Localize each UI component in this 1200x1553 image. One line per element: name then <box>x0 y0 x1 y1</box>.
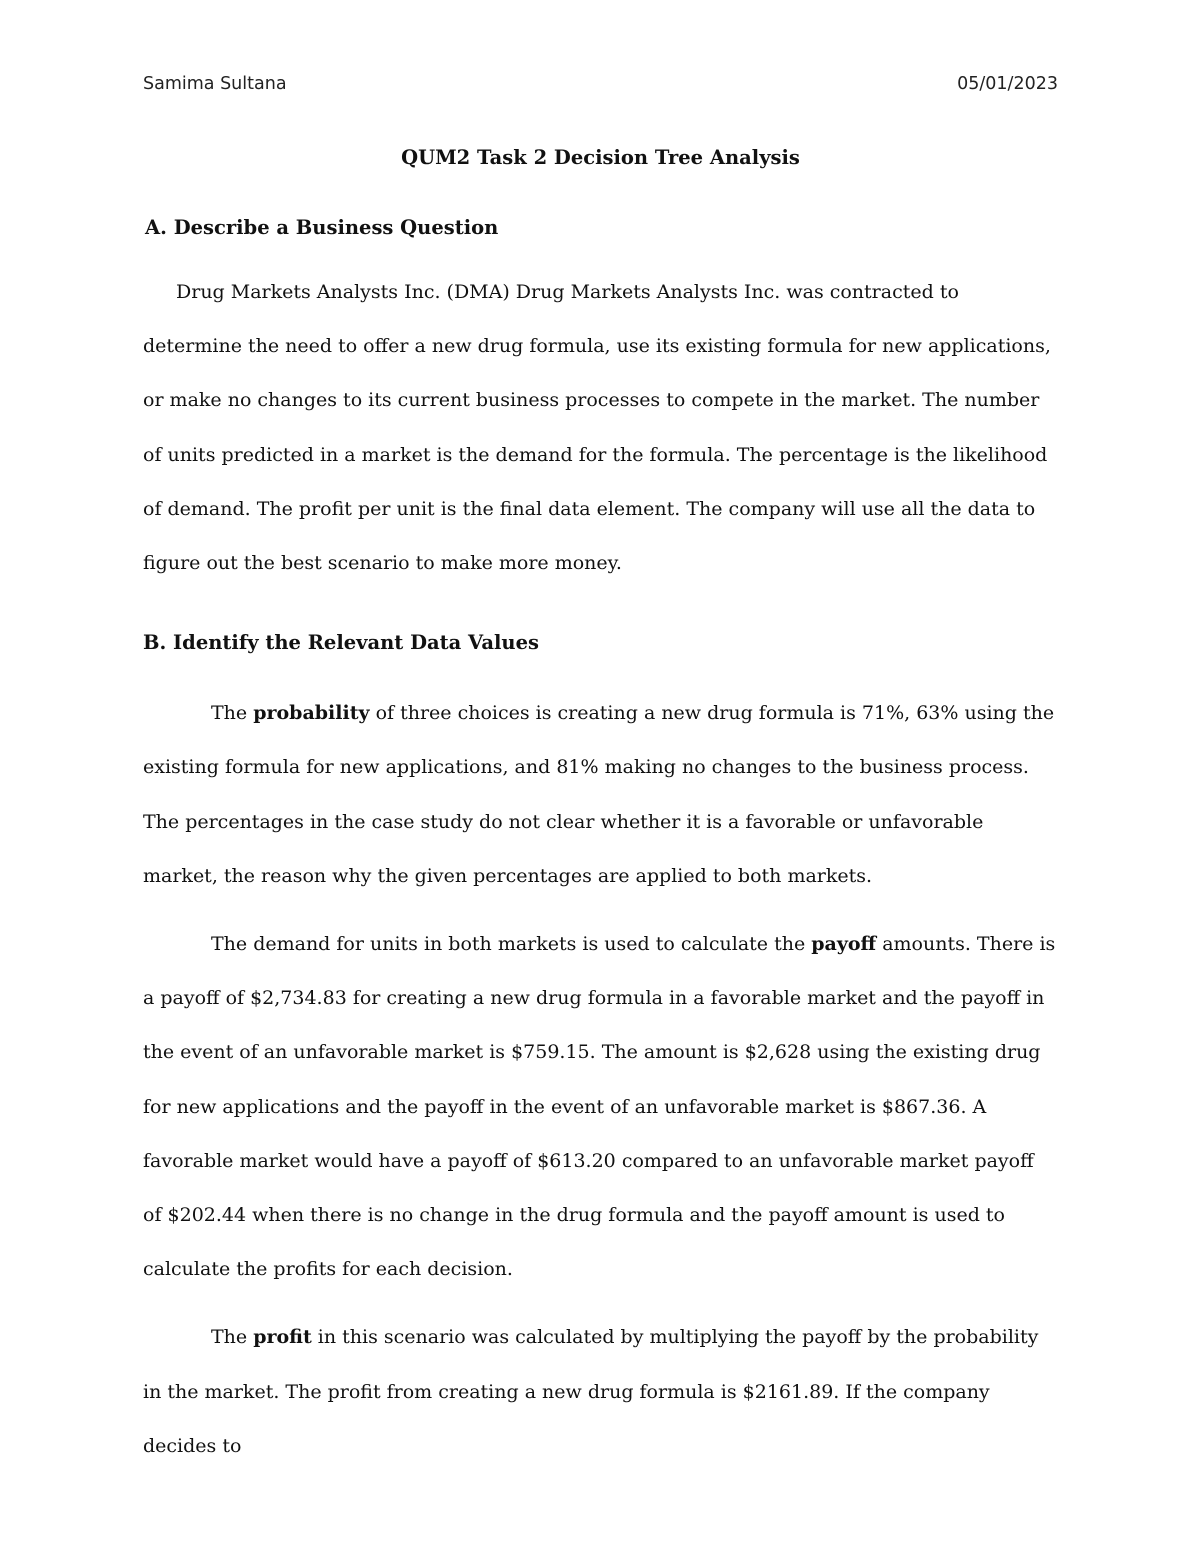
paragraph-rest: in this scenario was calculated by multiplying the payoff by the probability in the market. The profit from creating a new drug formula is $2161.89. If the company decides to <box>143 1326 1039 1457</box>
payoff-paragraph <box>143 917 1058 1296</box>
document-title: QUM2 Task 2 Decision Tree Analysis <box>401 146 800 169</box>
probability-term: probability <box>253 702 370 725</box>
paragraph-lead: The <box>211 702 254 725</box>
header-date: 05/01/2023 <box>957 74 1058 94</box>
section-a-paragraph: Drug Markets Analysts Inc. (DMA) Drug Markets Analysts Inc. was contracted to determine the need to offer a new drug formula, use its existing formula for new applications, or make no changes to its current business processes to compete in the market. The number of units predicted in a market is the demand for the formula. The percentage is the likelihood of demand. The profit per unit is the final data element. The company will use all the data to figure out the best scenario to make more money. <box>143 281 1051 575</box>
author-name: Samima Sultana <box>143 74 287 94</box>
profit-paragraph <box>143 1310 1058 1473</box>
profit-term: profit <box>253 1326 312 1349</box>
paragraph-rest: amounts. There is a payoff of $2,734.83 for creating a new drug formula in a favorable market and the payoff in the event of an unfavorable market is $759.15. The amount is $2,628 using the existing drug for new applications and the payoff in the event of an unfavorable market is $867.36. A favorable market would have a payoff of $613.20 compared to an unfavorable market payoff of $202.44 when there is no change in the drug formula and the payoff amount is used to calculate the profits for each decision. <box>143 933 1056 1281</box>
probability-paragraph <box>143 686 1058 903</box>
section-b-heading: B. Identify the Relevant Data Values <box>143 631 539 655</box>
paragraph-lead: The demand for units in both markets is used to calculate the <box>211 933 812 956</box>
paragraph-lead: The <box>211 1326 254 1349</box>
page-header <box>143 74 1058 98</box>
section-a-heading: A. Describe a Business Question <box>145 216 499 239</box>
document-body <box>143 141 1058 1473</box>
paragraph-rest: of three choices is creating a new drug formula is 71%, 63% using the existing formula for new applications, and 81% making no changes to the business process. The percentages in the case study do not clear whether it is a favorable or unfavorable market, the reason why the given percentages are applied to both markets. <box>143 702 1055 887</box>
payoff-term: payoff <box>811 933 877 956</box>
